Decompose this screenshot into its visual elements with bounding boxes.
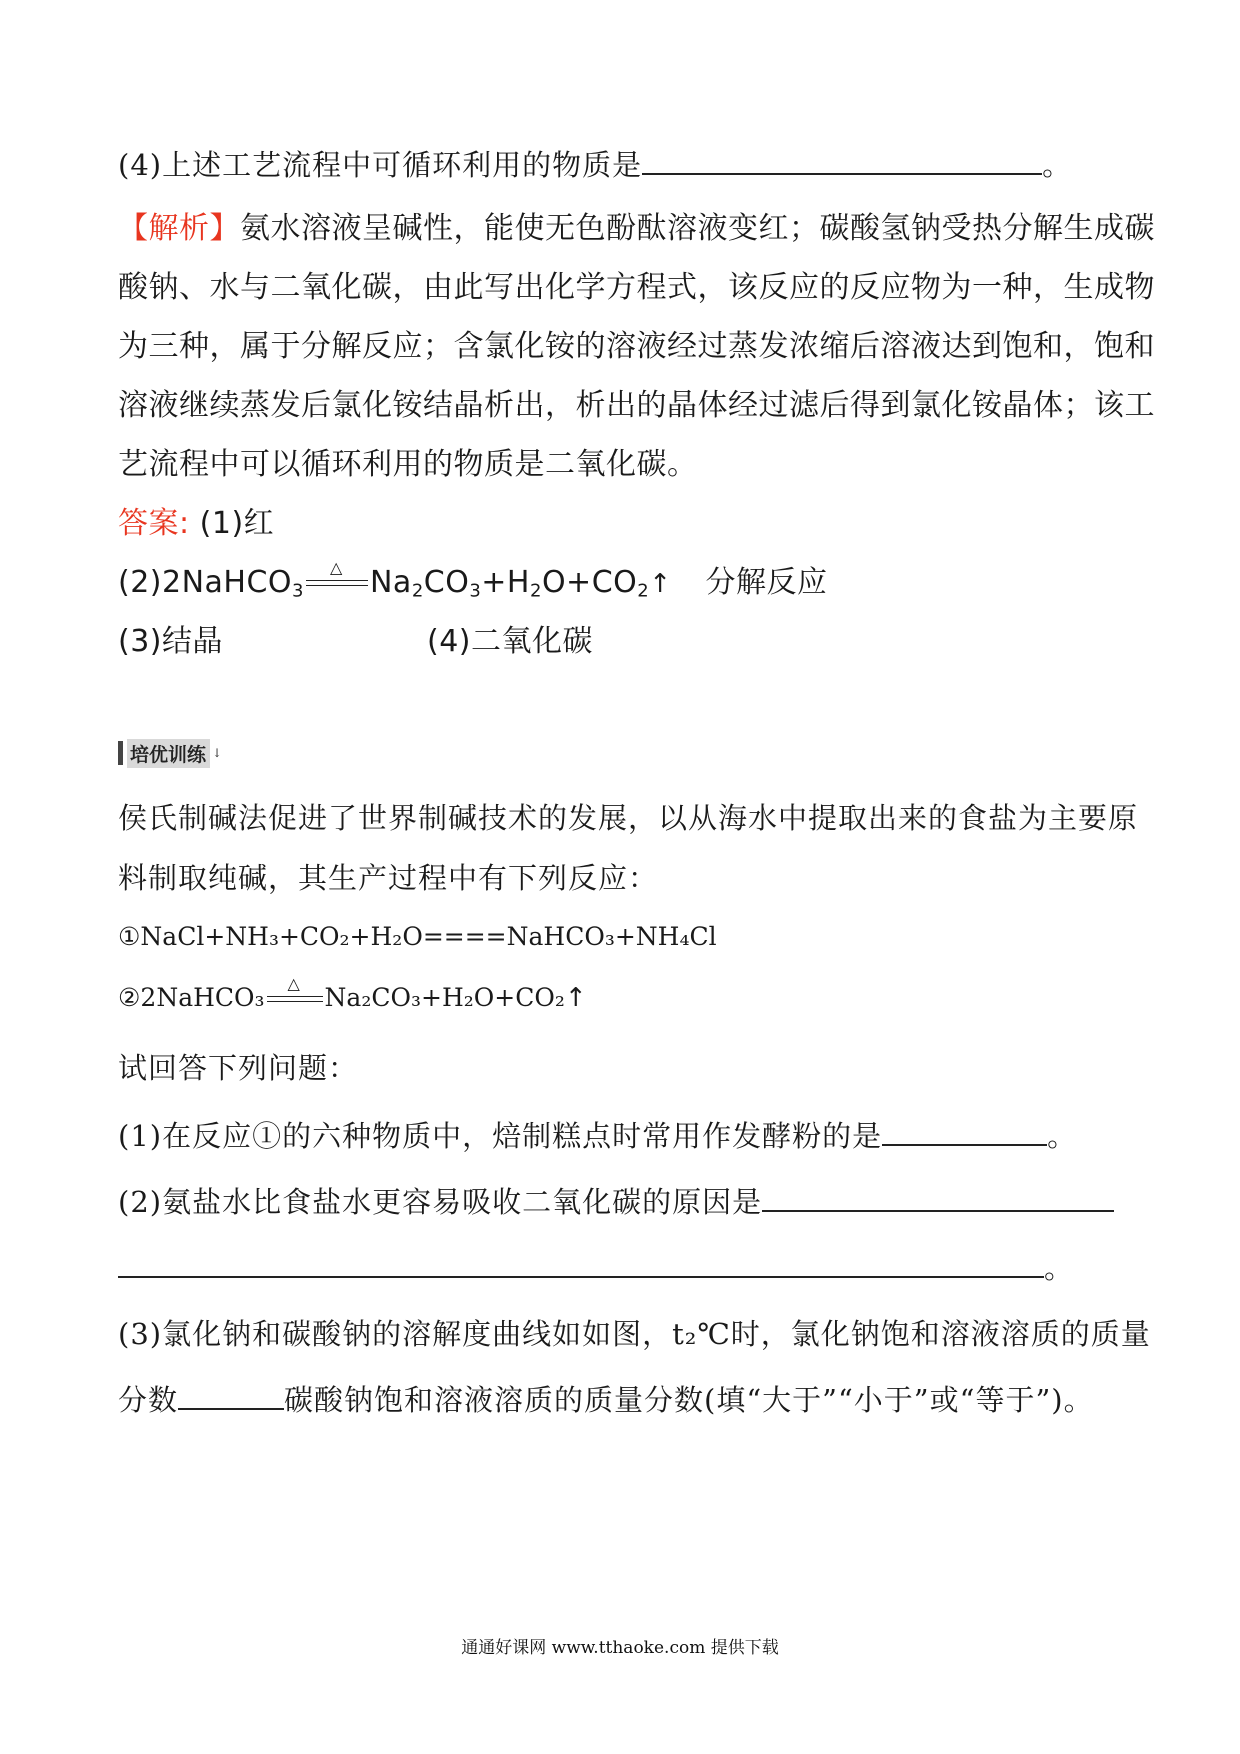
answer-line-2: (2)2NaHCO$_3$ △ $Na_2CO_3+H_2O+CO_2↑$ 分解反应 bbox=[118, 557, 828, 602]
page-footer: 通通好课网 www.tthaoke.com 提供下载 bbox=[461, 1638, 779, 1658]
answer-blank bbox=[178, 1382, 284, 1410]
analysis-line-3: 为三种，属于分解反应；含氯化铵的溶液经过蒸发浓缩后溶液达到饱和，饱和 bbox=[118, 329, 1155, 364]
arrow-down-icon: ↓ bbox=[212, 746, 223, 760]
reaction-2: ②2NaHCO₃ △ Na₂CO₃+H₂O+CO₂↑ bbox=[118, 973, 587, 1013]
question-4-previous: (4)上述工艺流程中可循环利用的物质是 。 bbox=[118, 148, 1073, 182]
analysis-line-5: 艺流程中可以循环利用的物质是二氧化碳。 bbox=[118, 447, 698, 482]
answer-blank bbox=[118, 1250, 1044, 1278]
answer-blank bbox=[882, 1118, 1047, 1146]
question-2-continued: 。 bbox=[118, 1246, 1074, 1287]
heat-triangle-icon: △ bbox=[287, 973, 300, 993]
heat-equation-sign bbox=[267, 973, 323, 1010]
answer-line-4: (4)二氧化碳 bbox=[427, 624, 593, 659]
gas-up-arrow-icon: ↑ bbox=[564, 983, 587, 1013]
answer-blank bbox=[642, 147, 1042, 175]
answer-label: 答案: bbox=[118, 506, 190, 541]
gas-up-arrow-icon: ↑ bbox=[649, 569, 672, 599]
problem-line-2: 料制取纯碱，其生产过程中有下列反应： bbox=[118, 861, 659, 895]
analysis-label: 【解析】 bbox=[118, 211, 240, 246]
heat-equation-sign bbox=[306, 557, 368, 594]
question-2: (2)氨盐水比食盐水更容易吸收二氧化碳的原因是 bbox=[118, 1180, 1114, 1221]
analysis-line-1: 【解析】氨水溶液呈碱性，能使无色酚酞溶液变红；碳酸氢钠受热分解生成碳 bbox=[118, 211, 1155, 246]
questions-prompt: 试回答下列问题： bbox=[118, 1051, 359, 1085]
question-3-line-1: (3)氯化钠和碳酸钠的溶解度曲线如如图，t₂℃时，氯化钠饱和溶液溶质的质量 bbox=[118, 1317, 1151, 1351]
reaction-1: ①NaCl+NH₃+CO₂+H₂O====NaHCO₃+NH₄Cl bbox=[118, 922, 717, 951]
section-tag-label: 培优训练 bbox=[127, 739, 210, 768]
section-tag bbox=[118, 740, 222, 766]
analysis-line-4: 溶液继续蒸发后氯化铵结晶析出，析出的晶体经过滤后得到氯化铵晶体；该工 bbox=[118, 388, 1155, 423]
question-text: (4)上述工艺流程中可循环利用的物质是 bbox=[118, 148, 643, 182]
problem-line-1: 侯氏制碱法促进了世界制碱技术的发展，以从海水中提取出来的食盐为主要原 bbox=[118, 801, 1139, 835]
question-1: (1)在反应①的六种物质中，焙制糕点时常用作发酵粉的是 。 bbox=[118, 1119, 1078, 1153]
heat-triangle-icon: △ bbox=[329, 557, 343, 577]
question-3-line-2: 分数 碳酸钠饱和溶液溶质的质量分数(填“大于”“小于”或“等于”)。 bbox=[118, 1383, 1094, 1417]
answer-blank bbox=[762, 1184, 1114, 1212]
answer-line-3: (3)结晶 bbox=[118, 624, 223, 659]
answer-line-1: 答案: (1)红 bbox=[118, 506, 275, 541]
analysis-line-2: 酸钠、水与二氧化碳，由此写出化学方程式，该反应的反应物为一种，生成物 bbox=[118, 270, 1155, 305]
